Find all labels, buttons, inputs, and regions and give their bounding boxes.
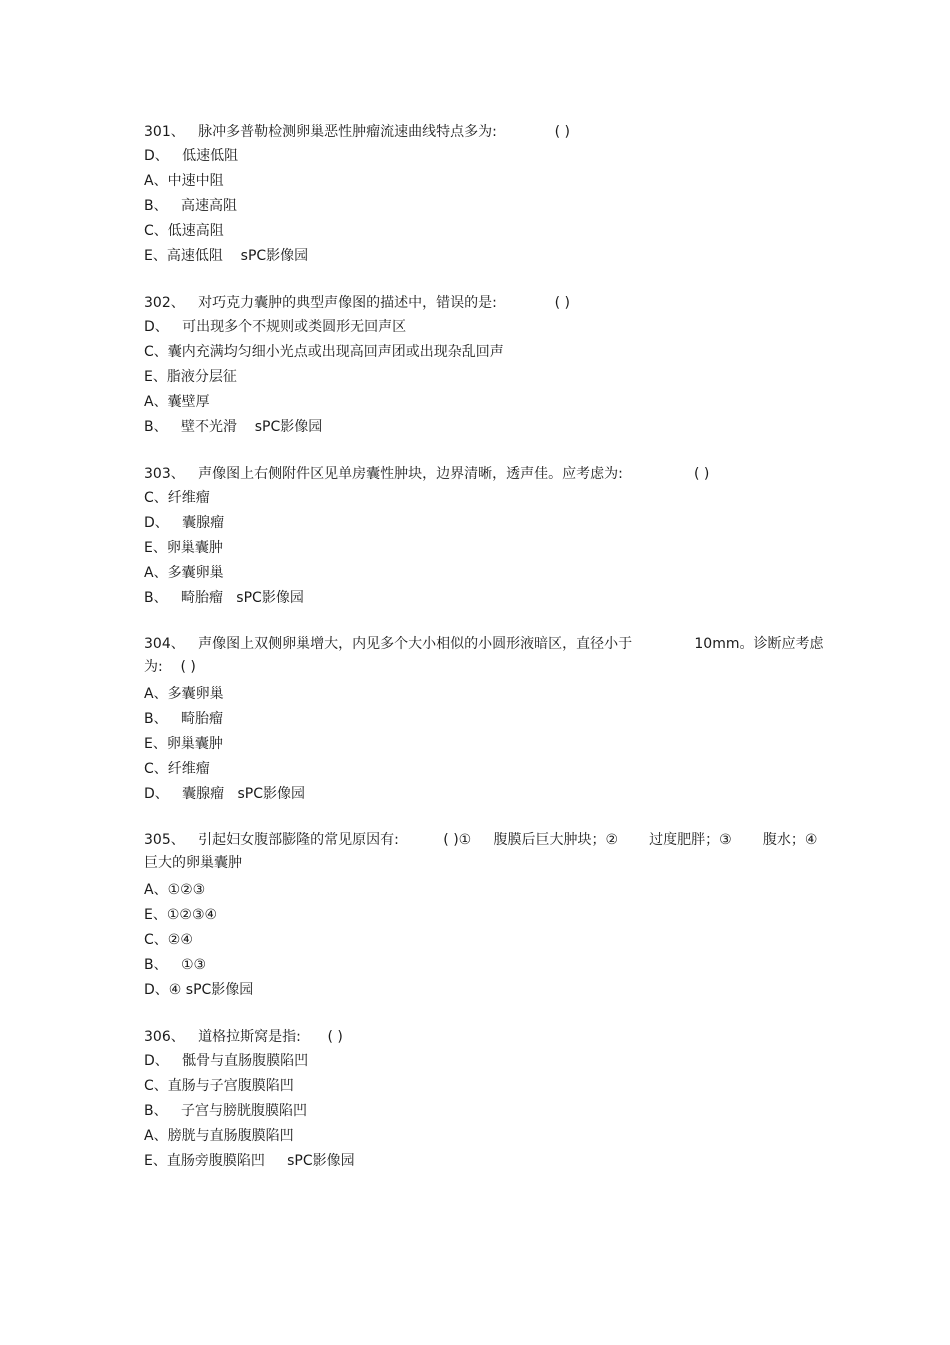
question-stem: 302、 对巧克力囊肿的典型声像图的描述中，错误的是: ( ) xyxy=(144,295,571,311)
answer-option: E、脂液分层征 xyxy=(144,369,237,385)
answer-option: A、多囊卵巢 xyxy=(144,565,224,581)
answer-option: B、 壁不光滑 sPC影像园 xyxy=(144,419,323,435)
answer-option: A、①②③ xyxy=(144,882,206,898)
answer-option: B、 畸胎瘤 xyxy=(144,711,223,727)
answer-option: C、低速高阻 xyxy=(144,223,224,239)
answer-option: A、中速中阻 xyxy=(144,173,224,189)
answer-option: E、高速低阻 sPC影像园 xyxy=(144,248,309,264)
answer-option: E、直肠旁腹膜陷凹 sPC影像园 xyxy=(144,1153,355,1169)
question-305 xyxy=(144,829,831,1003)
answer-option: B、 畸胎瘤 sPC影像园 xyxy=(144,590,304,606)
answer-option: E、卵巢囊肿 xyxy=(144,736,223,752)
answer-option: D、④ sPC影像园 xyxy=(144,982,254,998)
answer-option: C、直肠与子宫腹膜陷凹 xyxy=(144,1078,294,1094)
question-303 xyxy=(144,462,824,611)
answer-option: C、纤维瘤 xyxy=(144,761,210,777)
answer-option: D、 可出现多个不规则或类圆形无回声区 xyxy=(144,319,407,335)
question-stem: 301、 脉冲多普勒检测卵巢恶性肿瘤流速曲线特点多为: ( ) xyxy=(144,124,571,140)
question-stem: 305、 引起妇女腹部膨隆的常见原因有: ( )① 腹膜后巨大肿块；② 过度肥胖；③ 腹水；④ 巨大的卵巢囊肿 xyxy=(144,832,831,871)
question-302 xyxy=(144,291,824,440)
answer-option: C、②④ xyxy=(144,932,193,948)
answer-option: B、 ①③ xyxy=(144,957,207,973)
answer-option: E、①②③④ xyxy=(144,907,218,923)
answer-option: B、 子宫与膀胱腹膜陷凹 xyxy=(144,1103,307,1119)
question-304 xyxy=(144,633,824,807)
answer-option: C、囊内充满均匀细小光点或出现高回声团或出现杂乱回声 xyxy=(144,344,504,360)
answer-option: C、纤维瘤 xyxy=(144,490,210,506)
answer-option: D、 囊腺瘤 sPC影像园 xyxy=(144,786,305,802)
answer-option: D、 骶骨与直肠腹膜陷凹 xyxy=(144,1053,309,1069)
document-page xyxy=(144,120,831,1196)
question-stem: 304、 声像图上双侧卵巢增大，内见多个大小相似的小圆形液暗区，直径小于 10mm。诊断应考虑为: ( ) xyxy=(144,636,824,675)
question-301 xyxy=(144,120,824,269)
answer-option: B、 高速高阻 xyxy=(144,198,237,214)
question-stem: 306、 道格拉斯窝是指: ( ) xyxy=(144,1029,343,1045)
answer-option: A、囊壁厚 xyxy=(144,394,210,410)
answer-option: D、 囊腺瘤 xyxy=(144,515,225,531)
question-306 xyxy=(144,1025,824,1174)
answer-option: A、多囊卵巢 xyxy=(144,686,224,702)
question-stem: 303、 声像图上右侧附件区见单房囊性肿块，边界清晰，透声佳。应考虑为: ( ) xyxy=(144,466,710,482)
answer-option: D、 低速低阻 xyxy=(144,148,239,164)
answer-option: A、膀胱与直肠腹膜陷凹 xyxy=(144,1128,294,1144)
answer-option: E、卵巢囊肿 xyxy=(144,540,223,556)
